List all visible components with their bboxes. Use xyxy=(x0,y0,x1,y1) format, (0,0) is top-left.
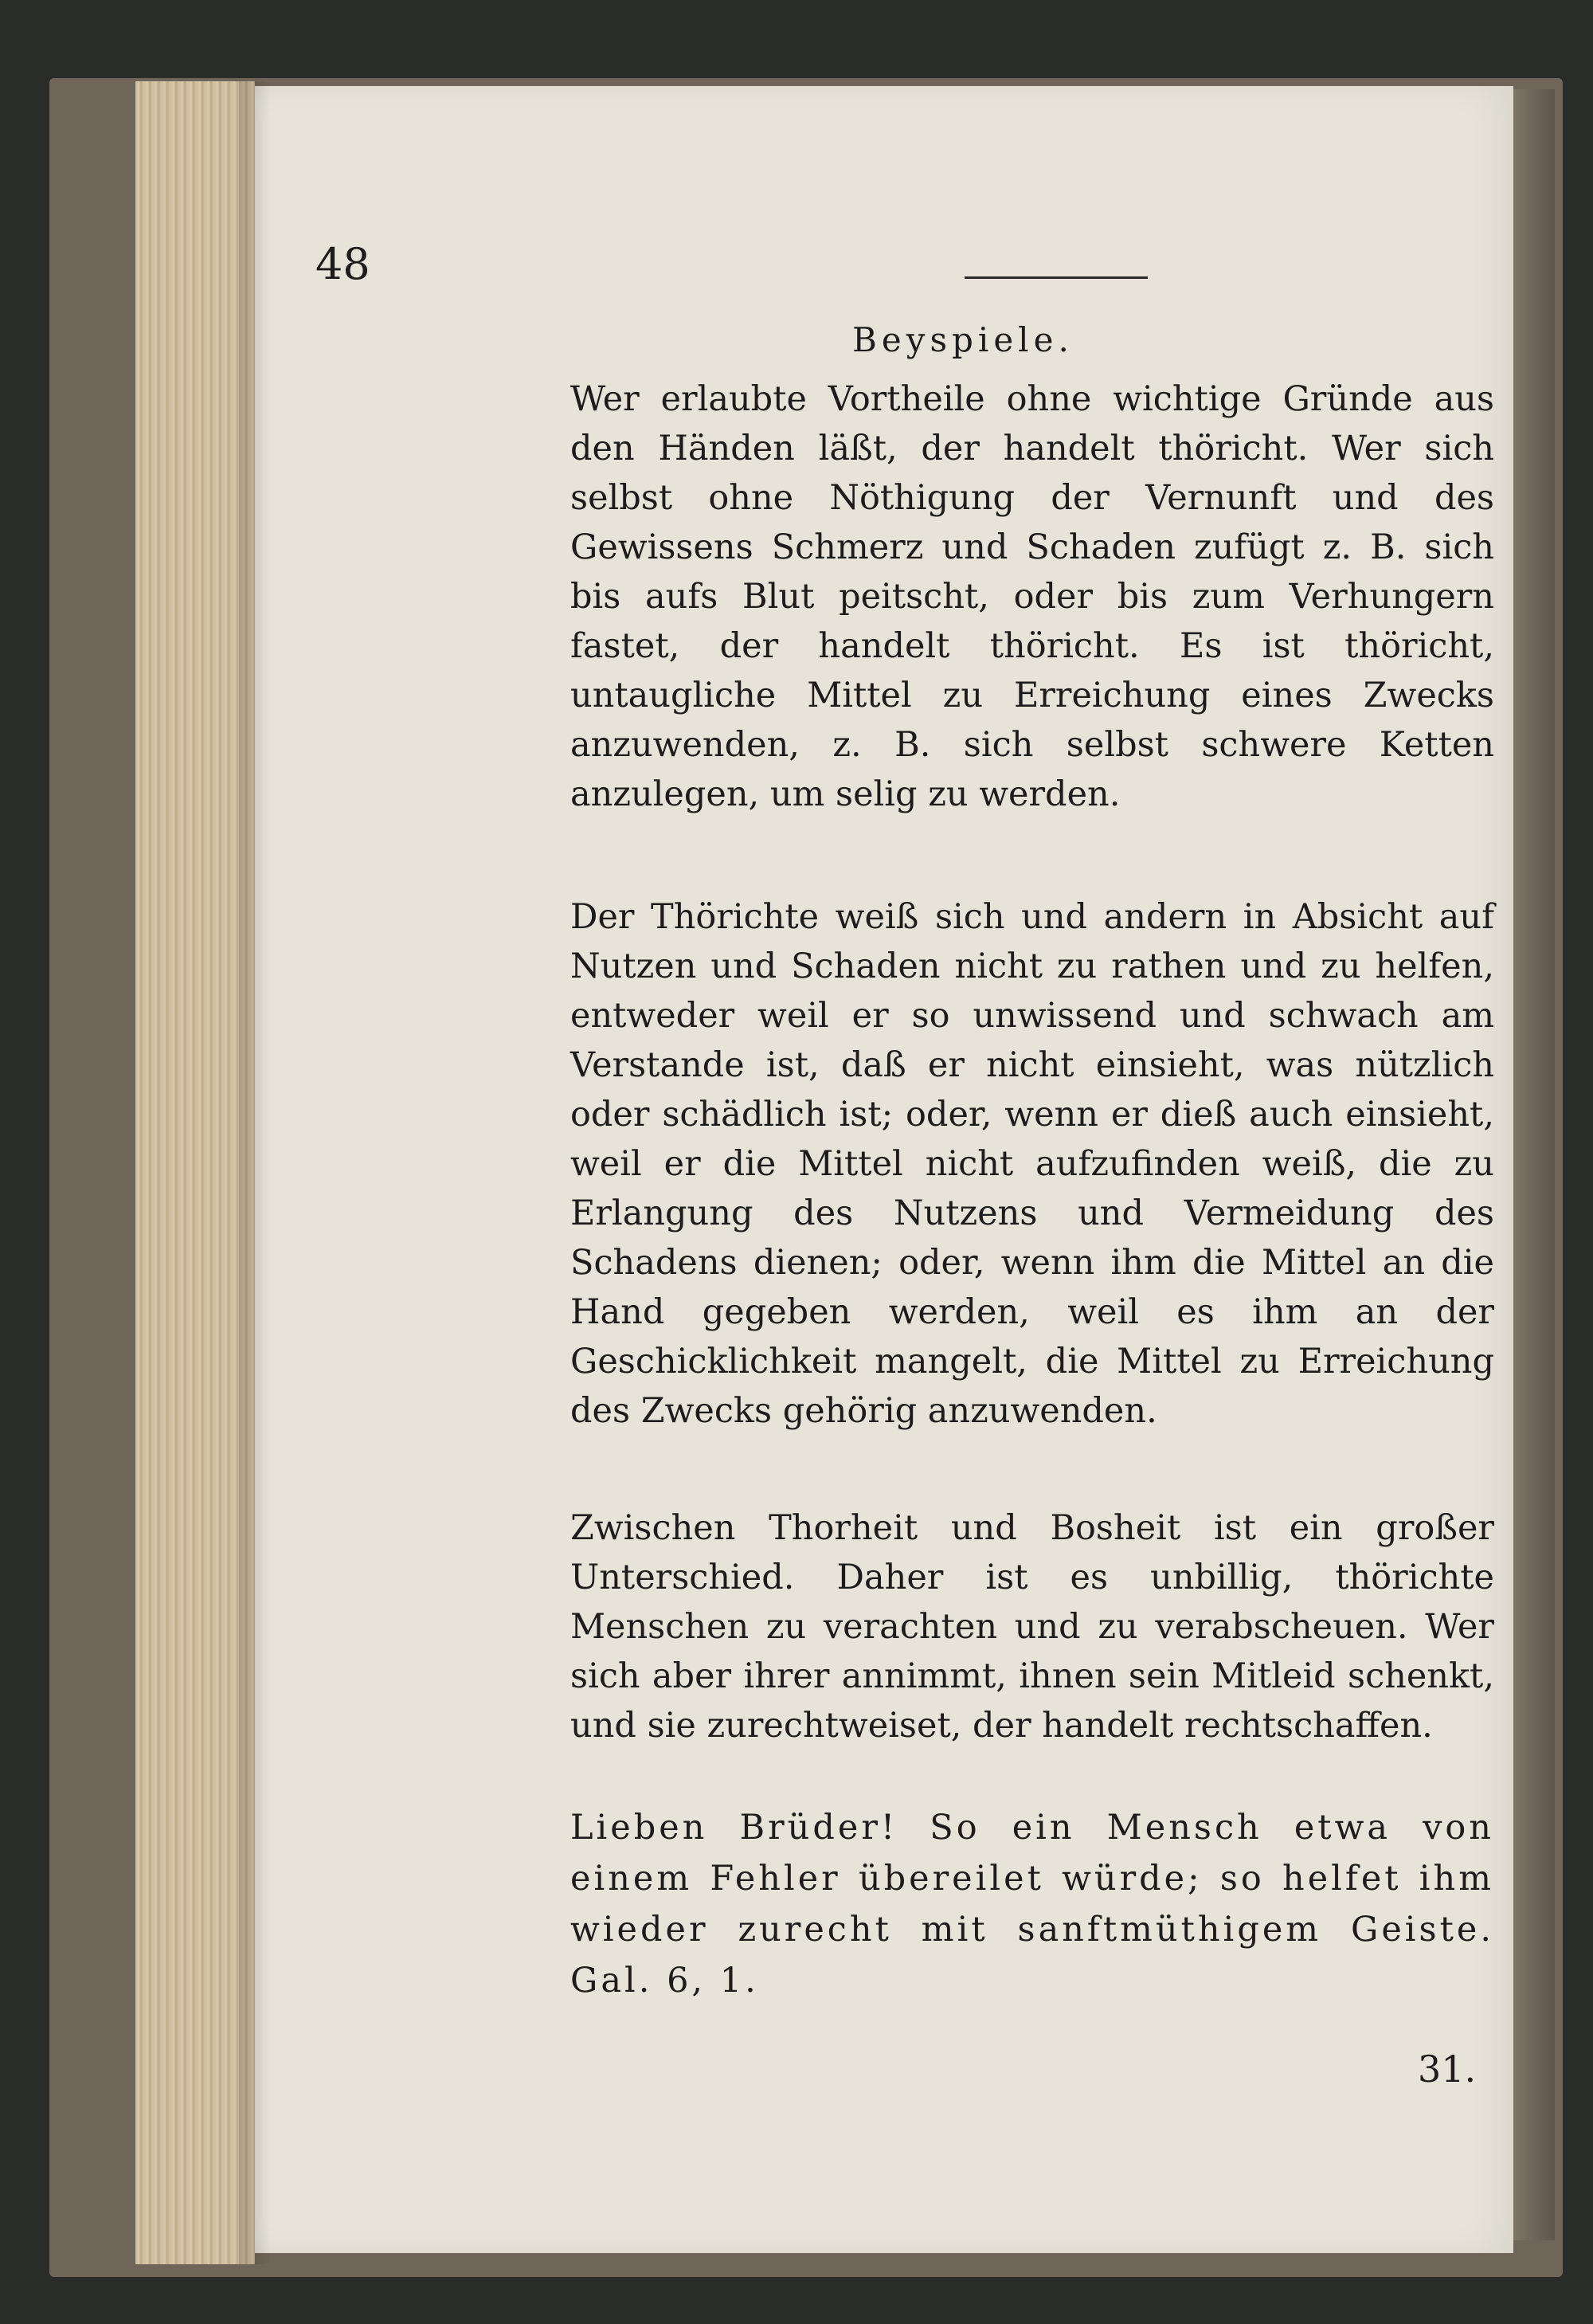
header-rule xyxy=(965,276,1148,279)
page-header xyxy=(315,239,1494,295)
page-number: 48 xyxy=(315,239,370,289)
page-edges xyxy=(135,81,255,2264)
paragraph-3: Zwischen Thorheit und Bosheit ist ein großer Unterschied. Daher ist es unbillig, thörichte Menschen zu verachten und zu verabscheuen. Wer sich aber ihrer annimmt, ihnen sein Mitleid schenkt, und sie zurechtweiset, der handelt rechtschaffen. xyxy=(570,1508,1494,1746)
catchword: 31. xyxy=(1418,2048,1477,2091)
paragraph-2: Der Thörichte weiß sich und andern in Absicht auf Nutzen und Schaden nicht zu rathen und zu helfen, entweder weil er so unwissend und schwach am Verstande ist, daß er nicht einsieht, was nützlich oder schädlich ist; oder, wenn er dieß auch einsieht, weil er die Mittel nicht aufzufinden weiß, die zu Erlangung des Nutzens und Vermeidung des Schadens dienen; oder, wenn ihm die Mittel an die Hand gegeben werden, weil es ihm an der Geschicklichkeit mangelt, die Mittel zu Erreichung des Zwecks gehörig anzuwenden. xyxy=(570,897,1494,1431)
paragraph-1: Wer erlaubte Vortheile ohne wichtige Gründe aus den Händen läßt, der handelt thöricht. Wer sich selbst ohne Nöthigung der Vernunft und des Gewissens Schmerz und Schaden zufügt z. B. sich bis aufs Blut peitscht, oder bis zum Verhungern fastet, der handelt thöricht. Es ist thöricht, untaugliche Mittel zu Erreichung eines Zwecks anzuwenden, z. B. sich selbst schwere Ketten anzulegen, um selig zu werden. xyxy=(570,379,1494,814)
gutter-shadow xyxy=(239,81,271,2264)
section-title: Beyspiele. xyxy=(852,320,1074,359)
binding-edge xyxy=(1513,89,1555,2240)
paragraph-4-bible-quote: Lieben Brüder! So ein Mensch etwa von einem Fehler übereilet würde; so helfet ihm wieder zurecht mit sanftmüthigem Geiste. Gal. 6, 1. xyxy=(570,1808,1494,2001)
